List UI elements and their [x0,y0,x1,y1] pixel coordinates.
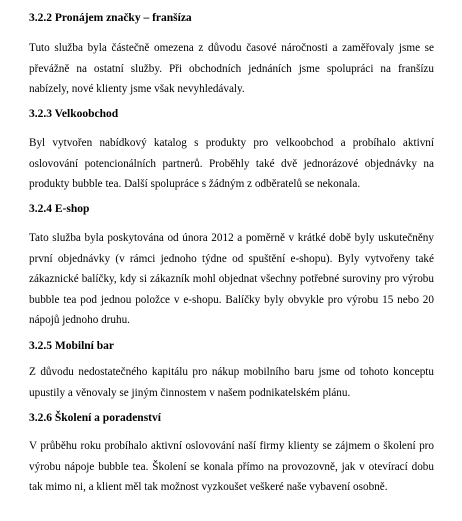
section-heading-mobile-bar: 3.2.5 Mobilní bar [29,340,114,352]
section-body-wholesale: Byl vytvořen nabídkový katalog s produkty pro velkoobchod a probíhalo aktivní oslovování potencionálních partnerů. Proběhly také dvě jednorázové objednávky na produkty bubble tea. Další spolupráce s žádným z odběratelů se nekonala. [29,137,434,190]
section-heading-training: 3.2.6 Školení a poradenství [29,412,161,424]
section-body-training: V průběhu roku probíhalo aktivní oslovování naší firmy klienty se zájmem o školení pro výrobu nápoje bubble tea. Školení se konala přímo na provozovně, jak v otevírací dobu tak mimo ni, a klient měl tak možnost vyzkoušet veškeré naše vybavení osobně. [29,440,434,493]
section-body-mobile-bar: Z důvodu nedostatečného kapitálu pro nákup mobilního baru jsme od tohoto konceptu upustily a věnovaly se jiným činnostem v našem podnikatelském plánu. [29,366,434,399]
section-body-franchise: Tuto služba byla částečně omezena z důvodu časové náročnosti a zaměřovaly jsme se převážně na ostatní služby. Při obchodních jednáních jsme spolupráci na franšízu nabízely, nové klienty jsme však nevyhledávaly. [29,42,434,95]
section-heading-eshop: 3.2.4 E-shop [29,203,90,215]
section-heading-wholesale: 3.2.3 Velkoobchod [29,108,119,120]
section-heading-franchise: 3.2.2 Pronájem značky – franšíza [29,12,192,24]
section-body-eshop: Tato služba byla poskytována od února 2012 a poměrně v krátké době byly uskutečněny první objednávky (v rámci jednoho týdne od spuštění e-shopu). Byly vytvořeny také zákaznické balíčky, kdy si zákazník mohl objednat všechny potřebné suroviny pro výrobu bubble tea pod jednou položce v e-shopu. Balíčky byly obvykle pro výrobu 15 nebo 20 nápojů jednoho druhu. [29,232,434,326]
